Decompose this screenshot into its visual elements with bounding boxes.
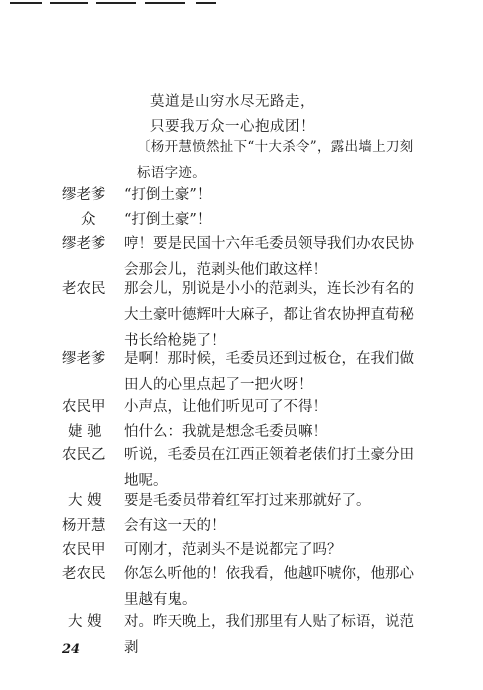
speaker-name: 缪老爹 [62,236,106,252]
top-rule-4 [145,2,185,4]
speaker-name: 大 嫂 [68,493,102,509]
speech-text: 会有这一天的！ [124,518,226,534]
stage-direction: 〔杨开慧愤然扯下“十大杀令”，露出墙上刀刻标语字迹。 [137,139,414,181]
speech-text: 可刚才，范剥头不是说都完了吗？ [124,542,342,558]
speaker-name: 农民甲 [62,399,106,415]
speaker-name: 老农民 [62,566,106,582]
speaker-name: 缪老爹 [62,187,106,203]
speech-text: 听说，毛委员在江西正领着老俵们打土豪分田地呢。 [124,447,414,489]
speaker-name: 婕 驰 [68,424,102,440]
speech-text: 怕什么：我就是想念毛委员嘛！ [124,424,327,440]
speech-text: 对。昨天晚上，我们那里有人贴了标语，说范剥 [124,614,414,656]
top-rule-3 [96,2,136,4]
speaker-name: 缪老爹 [62,351,106,367]
speech-text: 小声点，让他们听见可了不得！ [124,399,327,415]
speaker-name: 众 [81,212,96,228]
speech-text: “打倒土豪”！ [124,212,212,228]
speaker-name: 农民甲 [62,542,106,558]
page-number: 24 [62,642,81,657]
top-rule-1 [10,2,42,4]
speaker-name: 大 嫂 [68,614,102,630]
speaker-name: 农民乙 [62,447,106,463]
verse-line-1: 莫道是山穷水尽无路走， [150,94,315,110]
top-rule-5 [196,2,216,4]
speech-text: 哼！要是民国十六年毛委员领导我们办农民协会那会儿，范剥头他们敢这样！ [124,236,414,278]
verse-line-2: 只要我万众一心抱成团！ [150,119,315,135]
speech-text: 要是毛委员带着红军打过来那就好了。 [124,493,371,509]
speech-text: 是啊！那时候，毛委员还到过板仓，在我们做田人的心里点起了一把火呀！ [124,351,414,393]
speaker-name: 老农民 [62,281,106,297]
speech-text: 那会儿，别说是小小的范剥头，连长沙有名的大土豪叶德辉叶大麻子，都让省农协押直荀秘书长给枪毙了！ [124,281,414,349]
speaker-name: 杨开慧 [62,518,106,534]
top-rule-2 [50,2,88,4]
speech-text: 你怎么听他的！依我看，他越吓唬你，他那心里越有鬼。 [124,566,414,608]
speech-text: “打倒土豪”！ [124,187,212,203]
